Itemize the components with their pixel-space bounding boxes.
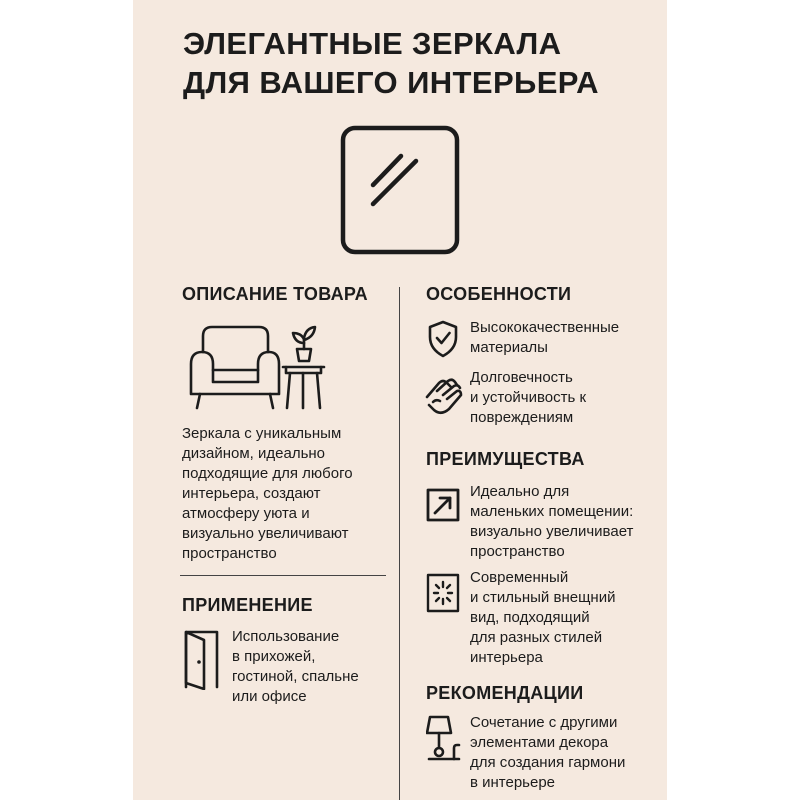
description-text xyxy=(182,424,353,564)
description-heading: ОПИСАНИЕ ТОВАРА xyxy=(182,284,368,304)
advantages-heading: ПРЕИМУЩЕСТВА xyxy=(426,449,585,469)
usage-line: Использование xyxy=(232,628,340,645)
description-line: атмосферу уюта и xyxy=(182,505,310,522)
recommendation-line: в интерьере xyxy=(470,774,556,791)
description-line: пространство xyxy=(182,545,277,562)
title-line-2: ДЛЯ ВАШЕГО ИНТЕРЬЕРА xyxy=(183,65,599,100)
recommendation-line: элементами декора xyxy=(470,734,609,751)
usage-line: или офисе xyxy=(232,688,307,705)
shield-check-icon xyxy=(427,320,459,358)
advantage-style-text xyxy=(470,568,615,668)
usage-line: в прихожей, xyxy=(232,648,316,665)
feature-line: и устойчивость к xyxy=(470,389,587,406)
feature-line: Высококачественные xyxy=(470,319,620,336)
recommendation-line: Сочетание с другими xyxy=(470,714,618,731)
advantage-line: Современный xyxy=(470,569,569,586)
description-line: подходящие для любого xyxy=(182,465,353,482)
advantage-line: визуально увеличивает xyxy=(470,523,634,540)
usage-line: гостиной, спальне xyxy=(232,668,359,685)
description-line: визуально увеличивают xyxy=(182,525,349,542)
horizontal-divider xyxy=(180,575,386,576)
advantage-line: Идеально для xyxy=(470,483,570,500)
recommendation-decor-text xyxy=(470,713,625,793)
advantage-space-text xyxy=(470,482,633,562)
feature-quality-text xyxy=(470,318,619,358)
usage-text xyxy=(232,627,359,707)
mirror-icon xyxy=(340,125,460,255)
description-line: дизайном, идеально xyxy=(182,445,326,462)
advantage-line: пространство xyxy=(470,543,565,560)
recommendation-line: для создания гармони xyxy=(470,754,626,771)
recommendations-heading: РЕКОМЕНДАЦИИ xyxy=(426,683,584,703)
expand-arrow-icon xyxy=(426,488,460,522)
hand-icon xyxy=(423,375,465,417)
title-line-1: ЭЛЕГАНТНЫЕ ЗЕРКАЛА xyxy=(183,26,562,61)
description-line: Зеркала с уникальным xyxy=(182,425,342,442)
feature-line: Долговечность xyxy=(470,369,573,386)
description-line: интерьера, создают xyxy=(182,485,321,502)
feature-durability-text xyxy=(470,368,586,428)
advantage-line: и стильный внещний xyxy=(470,589,616,606)
features-heading: ОСОБЕННОСТИ xyxy=(426,284,572,304)
advantage-line: интерьера xyxy=(470,649,543,666)
info-card xyxy=(133,0,667,800)
page-title xyxy=(183,24,643,102)
door-icon xyxy=(183,628,221,690)
feature-line: материалы xyxy=(470,339,548,356)
vertical-divider xyxy=(399,287,400,800)
usage-heading: ПРИМЕНЕНИЕ xyxy=(182,595,313,615)
armchair-icon xyxy=(187,322,337,414)
lamp-icon xyxy=(426,714,462,762)
feature-line: повреждениям xyxy=(470,409,574,426)
advantage-line: вид, подходящий xyxy=(470,609,590,626)
advantage-line: маленьких помещении: xyxy=(470,503,634,520)
sparkle-frame-icon xyxy=(426,573,460,613)
advantage-line: для разных стилей xyxy=(470,629,603,646)
